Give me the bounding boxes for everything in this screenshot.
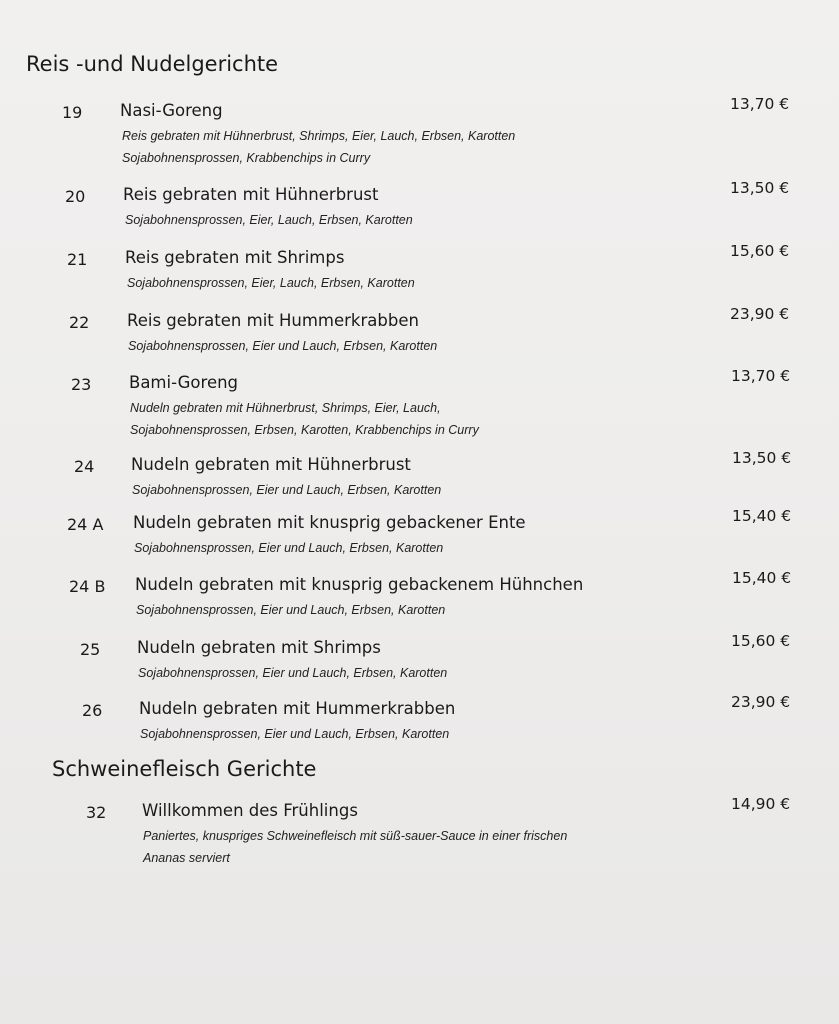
item-description [127, 272, 627, 294]
description-line: Sojabohnensprossen, Eier, Lauch, Erbsen, Karotten [127, 276, 415, 290]
description-line: Sojabohnensprossen, Krabbenchips in Curry [122, 151, 371, 165]
item-number: 24 [74, 457, 95, 476]
item-name: Nudeln gebraten mit Shrimps [137, 638, 381, 657]
description-line: Sojabohnensprossen, Eier, Lauch, Erbsen, Karotten [125, 213, 413, 227]
item-description [122, 125, 622, 169]
item-name: Willkommen des Frühlings [142, 801, 358, 820]
description-line: Sojabohnensprossen, Eier und Lauch, Erbsen, Karotten [128, 339, 438, 353]
item-description [143, 825, 643, 869]
description-line: Nudeln gebraten mit Hühnerbrust, Shrimps, Eier, Lauch, [130, 401, 441, 415]
item-price: 14,90 € [731, 795, 791, 813]
item-number: 23 [71, 375, 92, 394]
item-price: 15,40 € [732, 569, 792, 587]
item-description [128, 335, 628, 357]
item-description [138, 662, 638, 684]
item-name: Nudeln gebraten mit knusprig gebackenem Hühnchen [135, 575, 584, 594]
item-name: Nudeln gebraten mit Hummerkrabben [139, 699, 456, 718]
item-number: 19 [62, 103, 83, 122]
item-name: Nudeln gebraten mit knusprig gebackener Ente [133, 513, 526, 532]
item-price: 23,90 € [730, 305, 790, 323]
item-price: 15,60 € [731, 632, 791, 650]
item-name: Nasi-Goreng [120, 101, 223, 120]
item-description [132, 479, 632, 501]
item-description [136, 599, 636, 621]
description-line: Sojabohnensprossen, Eier und Lauch, Erbsen, Karotten [136, 603, 446, 617]
item-number: 32 [86, 803, 107, 822]
description-line: Reis gebraten mit Hühnerbrust, Shrimps, Eier, Lauch, Erbsen, Karotten [122, 129, 516, 143]
item-name: Nudeln gebraten mit Hühnerbrust [131, 455, 411, 474]
item-price: 15,60 € [730, 242, 790, 260]
description-line: Paniertes, knuspriges Schweinefleisch mit süß-sauer-Sauce in einer frischen [143, 829, 568, 843]
item-name: Reis gebraten mit Hühnerbrust [123, 185, 379, 204]
description-line: Ananas serviert [143, 851, 230, 865]
item-number: 21 [67, 250, 88, 269]
item-price: 23,90 € [731, 693, 791, 711]
item-description [125, 209, 625, 231]
description-line: Sojabohnensprossen, Eier und Lauch, Erbsen, Karotten [132, 483, 442, 497]
description-line: Sojabohnensprossen, Eier und Lauch, Erbsen, Karotten [140, 727, 450, 741]
item-number: 25 [80, 640, 101, 659]
section-title-rice-noodles: Reis -und Nudelgerichte [26, 52, 279, 76]
item-number: 22 [69, 313, 90, 332]
item-price: 15,40 € [732, 507, 792, 525]
item-price: 13,50 € [732, 449, 792, 467]
item-name: Reis gebraten mit Hummerkrabben [127, 311, 419, 330]
item-price: 13,70 € [731, 367, 791, 385]
item-number: 20 [65, 187, 86, 206]
item-description [134, 537, 634, 559]
description-line: Sojabohnensprossen, Eier und Lauch, Erbsen, Karotten [134, 541, 444, 555]
description-line: Sojabohnensprossen, Erbsen, Karotten, Krabbenchips in Curry [130, 423, 479, 437]
item-name: Bami-Goreng [129, 373, 239, 392]
item-number: 26 [82, 701, 103, 720]
section-title-pork: Schweinefleisch Gerichte [52, 757, 317, 781]
item-number: 24 B [69, 577, 106, 596]
item-price: 13,70 € [730, 95, 790, 113]
item-price: 13,50 € [730, 179, 790, 197]
item-description [130, 397, 630, 441]
item-number: 24 A [67, 515, 104, 534]
item-name: Reis gebraten mit Shrimps [125, 248, 345, 267]
item-description [140, 723, 640, 745]
description-line: Sojabohnensprossen, Eier und Lauch, Erbsen, Karotten [138, 666, 448, 680]
